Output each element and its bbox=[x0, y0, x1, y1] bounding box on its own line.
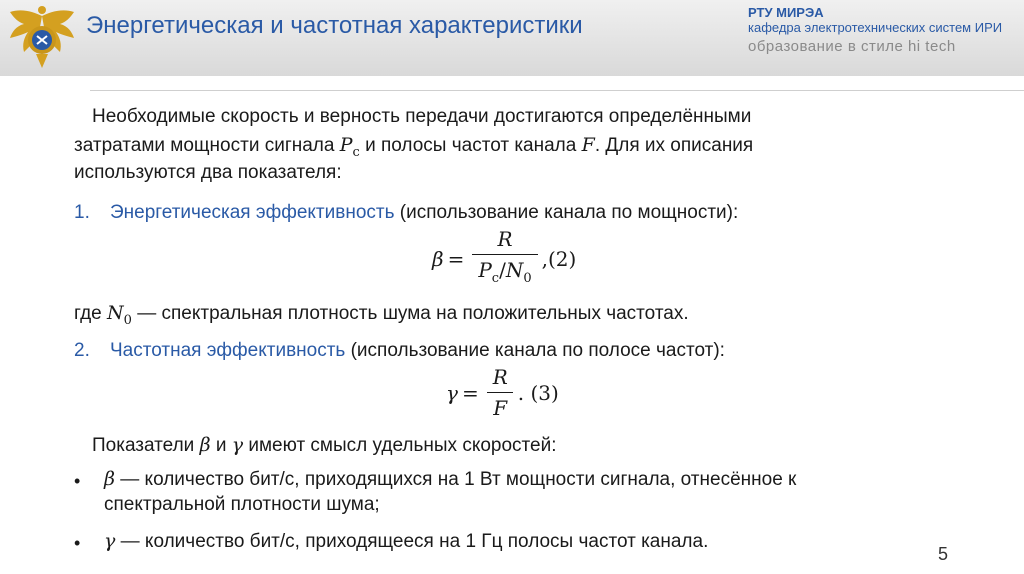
formula-tail: . (3) bbox=[517, 380, 559, 405]
text-fragment: . Для их описания bbox=[594, 135, 754, 156]
den-P: P bbox=[478, 258, 492, 282]
bullet-icon: • bbox=[74, 471, 81, 491]
brand-university: РТУ МИРЭА bbox=[748, 5, 824, 20]
where-line bbox=[74, 300, 689, 334]
item-description: (использование канала по полосе частот): bbox=[345, 340, 725, 361]
den-slash: / bbox=[499, 258, 506, 282]
item-term: Частотная эффективность bbox=[110, 340, 346, 361]
text-fragment: — количество бит/с, приходящееся на 1 Гц полосы частот канала. bbox=[115, 531, 709, 552]
sub-c: c bbox=[352, 145, 360, 160]
bullet-beta-line-1 bbox=[104, 466, 796, 493]
item-number: 1. bbox=[74, 202, 90, 223]
den-sub0: 0 bbox=[523, 271, 532, 286]
item-number: 2. bbox=[74, 340, 90, 361]
bullet-icon: • bbox=[74, 533, 81, 553]
text-fragment: — спектральная плотность шума на положительных частотах. bbox=[131, 303, 689, 324]
list-item-2 bbox=[74, 338, 725, 364]
text-fragment: где bbox=[74, 303, 108, 324]
list-item-1 bbox=[74, 200, 738, 226]
bullet-gamma-line bbox=[104, 528, 708, 555]
den-sub: c bbox=[491, 271, 500, 286]
numerator: R bbox=[497, 227, 513, 251]
denominator bbox=[472, 254, 537, 292]
sym-beta: β bbox=[104, 468, 115, 490]
formula-eq: = bbox=[461, 380, 479, 405]
intro-line-3: используются два показателя: bbox=[74, 162, 342, 183]
formula-tail: ,(2) bbox=[541, 247, 577, 271]
var-P: P bbox=[339, 134, 353, 156]
item-term: Энергетическая эффективность bbox=[110, 202, 395, 223]
slide-title: Энергетическая и частотная характеристики bbox=[86, 12, 583, 39]
meaning-line bbox=[92, 432, 557, 459]
sub-0: 0 bbox=[123, 313, 132, 328]
var-F: F bbox=[581, 134, 595, 156]
bullet-beta-line-2: спектральной плотности шума; bbox=[104, 494, 380, 515]
formula-2 bbox=[432, 226, 576, 292]
formula-fraction bbox=[472, 226, 537, 292]
brand-department: кафедра электротехнических систем ИРИ bbox=[748, 19, 1003, 35]
text-fragment: затратами мощности сигнала bbox=[74, 135, 340, 156]
page-number: 5 bbox=[938, 544, 949, 564]
formula-lhs: β bbox=[432, 247, 444, 271]
formula-lhs: γ bbox=[446, 380, 458, 405]
intro-line-1: Необходимые скорость и верность передачи достигаются определёнными bbox=[92, 106, 752, 127]
brand-slogan: образование в стиле hi tech bbox=[748, 37, 956, 55]
den-N: N bbox=[505, 258, 524, 282]
text-fragment: — количество бит/с, приходящихся на 1 Вт мощности сигнала, отнесённое к bbox=[114, 469, 797, 490]
formula-eq: = bbox=[447, 247, 465, 271]
var-N: N bbox=[107, 302, 124, 324]
sym-gamma: γ bbox=[231, 434, 244, 456]
formula-fraction bbox=[487, 364, 514, 421]
text-fragment: и полосы частот канала bbox=[359, 135, 582, 156]
formula-3 bbox=[446, 364, 559, 421]
numerator: R bbox=[492, 365, 508, 389]
text-fragment: Показатели bbox=[92, 435, 200, 456]
denominator: F bbox=[487, 392, 513, 421]
sym-gamma: γ bbox=[104, 530, 116, 552]
text-fragment: и bbox=[210, 435, 232, 456]
text-fragment: имеют смысл удельных скоростей: bbox=[243, 435, 557, 456]
sym-beta: β bbox=[199, 434, 211, 456]
item-description: (использование канала по мощности): bbox=[394, 202, 739, 223]
